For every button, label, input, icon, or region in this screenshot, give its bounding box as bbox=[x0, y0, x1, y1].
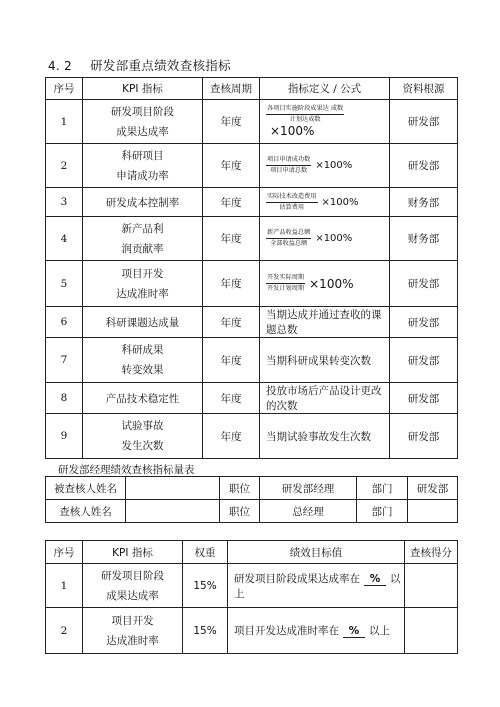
multiplier: ×100% bbox=[309, 276, 354, 291]
table-row bbox=[46, 144, 458, 188]
kpi-name-line: 成果达成率 bbox=[116, 125, 169, 138]
appraisal-form-title: 研发部经理绩效查核指标量表 bbox=[58, 464, 195, 476]
denominator: 项目申请总数 bbox=[270, 167, 308, 174]
data-source: 研发部 bbox=[390, 414, 458, 459]
data-source: 研发部 bbox=[390, 100, 458, 144]
row-number: 6 bbox=[46, 307, 83, 338]
numerator: 新产品收益总额 bbox=[266, 229, 311, 239]
denominator: 估算费用 bbox=[279, 203, 305, 211]
kpi-name-line: 申请成功率 bbox=[116, 169, 169, 182]
numerator: 项目申请成功数 bbox=[266, 156, 311, 166]
check-period: 年度 bbox=[203, 144, 260, 188]
position-label: 职位 bbox=[220, 500, 260, 523]
appraisee-department: 研发部 bbox=[408, 477, 458, 500]
fraction bbox=[266, 193, 318, 212]
formula bbox=[260, 261, 390, 307]
table-row bbox=[46, 188, 458, 217]
data-source: 财务部 bbox=[390, 188, 458, 217]
row-number: 4 bbox=[46, 217, 83, 261]
appraisal-info-table bbox=[45, 476, 458, 523]
row-number: 5 bbox=[46, 261, 83, 307]
kpi-name bbox=[83, 414, 203, 459]
kpi-name-line: 科研项目 bbox=[121, 149, 164, 162]
kpi-name-line: 项目开发 bbox=[111, 614, 154, 627]
kpi-name bbox=[83, 608, 183, 654]
kpi-name-line: 试验事故 bbox=[121, 420, 164, 432]
formula bbox=[260, 144, 390, 188]
table-row bbox=[46, 338, 458, 383]
table-row bbox=[46, 414, 458, 459]
fraction bbox=[266, 156, 311, 175]
table-row bbox=[46, 307, 458, 338]
header-definition: 指标定义 / 公式 bbox=[260, 78, 390, 100]
target-text: 研发项目阶段成果达成率在 bbox=[234, 572, 360, 585]
header-no: 序号 bbox=[46, 78, 83, 100]
numerator: 各项目实施阶段成果达 成数 bbox=[266, 105, 344, 115]
data-source: 研发部 bbox=[390, 383, 458, 414]
table-row bbox=[46, 261, 458, 307]
kpi-name bbox=[83, 100, 203, 144]
kpi-name-line: 研发项目阶段 bbox=[111, 105, 174, 118]
target-blank-field[interactable]: % bbox=[343, 625, 365, 638]
check-period: 年度 bbox=[203, 100, 260, 144]
kpi-name bbox=[83, 217, 203, 261]
check-period: 年度 bbox=[203, 307, 260, 338]
target-text: 以上 bbox=[369, 625, 390, 637]
row-number: 1 bbox=[46, 564, 83, 608]
denominator: 开发计划周期 bbox=[267, 285, 305, 292]
formula bbox=[260, 188, 390, 217]
score-field[interactable] bbox=[405, 564, 458, 608]
multiplier: ×100% bbox=[315, 160, 353, 171]
kpi-name-line: 发生次数 bbox=[121, 440, 164, 452]
row-number: 1 bbox=[46, 100, 83, 144]
target-blank-field[interactable]: % bbox=[364, 573, 386, 586]
kpi-definition-table bbox=[45, 77, 458, 459]
check-period: 年度 bbox=[203, 261, 260, 307]
table-row bbox=[46, 383, 458, 414]
target-text: 项目开发达成准时率在 bbox=[234, 625, 339, 637]
multiplier: ×100% bbox=[270, 124, 315, 138]
header-period: 查核周期 bbox=[203, 78, 260, 100]
kpi-name: 产品技术稳定性 bbox=[83, 383, 203, 414]
appraisee-name-field[interactable] bbox=[126, 477, 220, 500]
check-period: 年度 bbox=[203, 338, 260, 383]
kpi-name: 科研课题达成量 bbox=[83, 307, 203, 338]
table-row bbox=[46, 564, 458, 608]
kpi-name-line: 转变效果 bbox=[121, 364, 164, 376]
kpi-name-line: 达成准时率 bbox=[116, 287, 169, 300]
fraction bbox=[266, 229, 311, 248]
kpi-name-line: 科研成果 bbox=[121, 344, 164, 356]
table-row bbox=[46, 608, 458, 654]
fraction bbox=[266, 105, 344, 124]
row-number: 2 bbox=[46, 608, 83, 654]
definition-text: 当期科研成果转变次数 bbox=[260, 338, 390, 383]
definition-text: 投放市场后产品设计更改的次数 bbox=[260, 383, 390, 414]
kpi-name-line: 润贡献率 bbox=[121, 242, 164, 255]
check-period: 年度 bbox=[203, 414, 260, 459]
appraiser-position: 总经理 bbox=[260, 500, 357, 523]
multiplier: ×100% bbox=[321, 196, 359, 208]
formula bbox=[260, 100, 390, 144]
header-score: 查核得分 bbox=[405, 541, 458, 564]
definition-text: 当期试验事故发生次数 bbox=[260, 414, 390, 459]
numerator: 实际技术改造费用 bbox=[266, 193, 318, 203]
row-number: 8 bbox=[46, 383, 83, 414]
position-label: 职位 bbox=[220, 477, 260, 500]
table-header-row bbox=[46, 78, 458, 100]
definition-text: 当期达成并通过查收的课题总数 bbox=[260, 307, 390, 338]
denominator: 计划达成数 bbox=[289, 116, 321, 123]
appraisee-position: 研发部经理 bbox=[260, 477, 357, 500]
weight: 15% bbox=[183, 564, 228, 608]
table-row bbox=[46, 217, 458, 261]
kpi-name-line: 研发项目阶段 bbox=[101, 569, 164, 582]
score-field[interactable] bbox=[405, 608, 458, 654]
kpi-target-table bbox=[45, 540, 458, 654]
header-target: 绩效目标值 bbox=[228, 541, 405, 564]
appraiser-label: 查核人姓名 bbox=[46, 500, 126, 523]
header-kpi: KPI 指标 bbox=[83, 541, 183, 564]
kpi-name bbox=[83, 338, 203, 383]
target-value bbox=[228, 564, 405, 608]
kpi-name bbox=[83, 564, 183, 608]
data-source: 财务部 bbox=[390, 217, 458, 261]
department-label: 部门 bbox=[357, 500, 408, 523]
kpi-name bbox=[83, 144, 203, 188]
target-text: 以上 bbox=[234, 572, 401, 600]
check-period: 年度 bbox=[203, 217, 260, 261]
kpi-name-line: 达成准时率 bbox=[106, 634, 159, 647]
data-source: 研发部 bbox=[390, 144, 458, 188]
data-source: 研发部 bbox=[390, 338, 458, 383]
header-weight: 权重 bbox=[183, 541, 228, 564]
table-row bbox=[46, 100, 458, 144]
header-kpi: KPI 指标 bbox=[83, 78, 203, 100]
kpi-name bbox=[83, 261, 203, 307]
section-number: 4. 2 bbox=[48, 59, 73, 73]
denominator: 全部收益总额 bbox=[270, 240, 308, 247]
section-title: 研发部重点绩效查核指标 bbox=[90, 58, 231, 73]
header-source: 资料根源 bbox=[390, 78, 458, 100]
row-number: 7 bbox=[46, 338, 83, 383]
multiplier: ×100% bbox=[315, 233, 353, 244]
check-period: 年度 bbox=[203, 188, 260, 217]
data-source: 研发部 bbox=[390, 261, 458, 307]
appraisee-label: 被查核人姓名 bbox=[46, 477, 126, 500]
check-period: 年度 bbox=[203, 383, 260, 414]
row-number: 9 bbox=[46, 414, 83, 459]
target-value bbox=[228, 608, 405, 654]
formula bbox=[260, 217, 390, 261]
kpi-name-line: 项目开发 bbox=[121, 267, 164, 280]
appraiser-row bbox=[46, 500, 458, 523]
kpi-name: 研发成本控制率 bbox=[83, 188, 203, 217]
data-source: 研发部 bbox=[390, 307, 458, 338]
kpi-name-line: 新产品利 bbox=[121, 222, 164, 235]
appraiser-name-field[interactable] bbox=[126, 500, 220, 523]
appraisee-row bbox=[46, 477, 458, 500]
row-number: 2 bbox=[46, 144, 83, 188]
kpi-name-line: 成果达成率 bbox=[106, 589, 159, 602]
numerator: 开发实际周期 bbox=[266, 274, 305, 284]
fraction bbox=[266, 274, 305, 293]
section-heading bbox=[48, 56, 231, 74]
table-header-row bbox=[46, 541, 458, 564]
department-label: 部门 bbox=[357, 477, 408, 500]
header-no: 序号 bbox=[46, 541, 83, 564]
row-number: 3 bbox=[46, 188, 83, 217]
appraiser-department-field[interactable] bbox=[408, 500, 458, 523]
weight: 15% bbox=[183, 608, 228, 654]
